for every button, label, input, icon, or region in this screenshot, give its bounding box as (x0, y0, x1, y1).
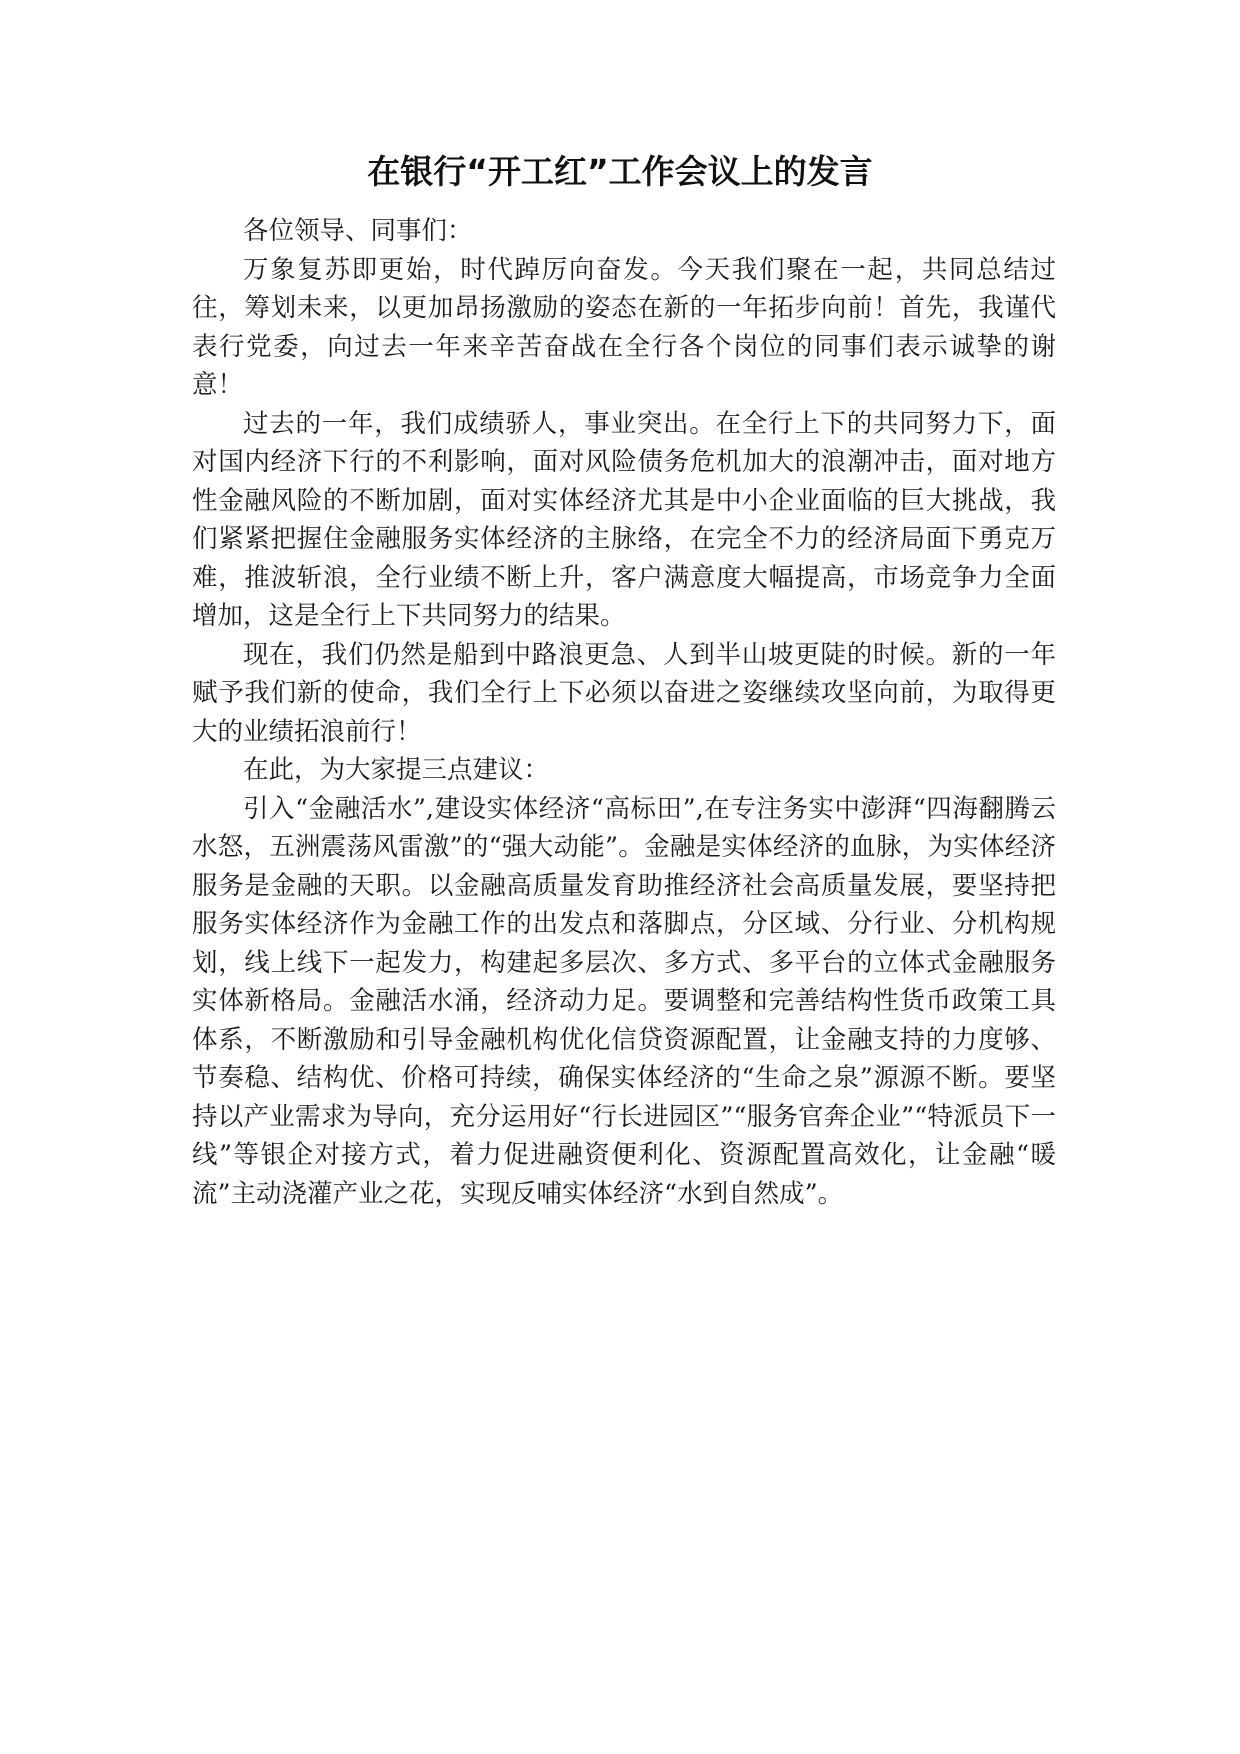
document-body (192, 212, 1056, 1213)
salutation: 各位领导、同事们： (243, 216, 473, 246)
paragraph-suggestions-intro: 在此，为大家提三点建议： (243, 755, 550, 785)
paragraph-current-situation: 现在，我们仍然是船到中路浪更急、人到半山坡更陡的时候。新的一年赋予我们新的使命，我们全行上下必须以奋进之姿继续攻坚向前，为取得更大的业绩拓浪前行！ (192, 639, 1056, 747)
paragraph-suggestion-one: 引入“金融活水”,建设实体经济“高标田”,在专注务实中澎湃“四海翻腾云水怒，五洲震荡风雷激”的“强大动能”。金融是实体经济的血脉，为实体经济服务是金融的天职。以金融高质量发育助推经济社会高质量发展，要坚持把服务实体经济作为金融工作的出发点和落脚点，分区域、分行业、分机构规划，线上线下一起发力，构建起多层次、多方式、多平台的立体式金融服务实体新格局。金融活水涌，经济动力足。要调整和完善结构性货币政策工具体系，不断激励和引导金融机构优化信贷资源配置，让金融支持的力度够、节奏稳、结构优、价格可持续，确保实体经济的“生命之泉”源源不断。要坚持以产业需求为导向，充分运用好“行长进园区”“服务官奔企业”“特派员下一线”等银企对接方式，着力促进融资便利化、资源配置高效化，让金融“暖流”主动浇灌产业之花，实现反哺实体经济“水到自然成”。 (192, 793, 1056, 1209)
document-title: 在银行“开工红”工作会议上的发言 (367, 152, 873, 191)
paragraph-opening: 万象复苏即更始，时代踔厉向奋发。今天我们聚在一起，共同总结过往，筹划未来，以更加昂扬激励的姿态在新的一年拓步向前！首先，我谨代表行党委，向过去一年来辛苦奋战在全行各个岗位的同事们表示诚挚的谢意！ (192, 254, 1056, 400)
paragraph-achievements: 过去的一年，我们成绩骄人，事业突出。在全行上下的共同努力下，面对国内经济下行的不利影响，面对风险债务危机加大的浪潮冲击，面对地方性金融风险的不断加剧，面对实体经济尤其是中小企业面临的巨大挑战，我们紧紧把握住金融服务实体经济的主脉络，在完全不力的经济局面下勇克万难，推波斩浪，全行业绩不断上升，客户满意度大幅提高，市场竞争力全面增加，这是全行上下共同努力的结果。 (192, 408, 1056, 631)
